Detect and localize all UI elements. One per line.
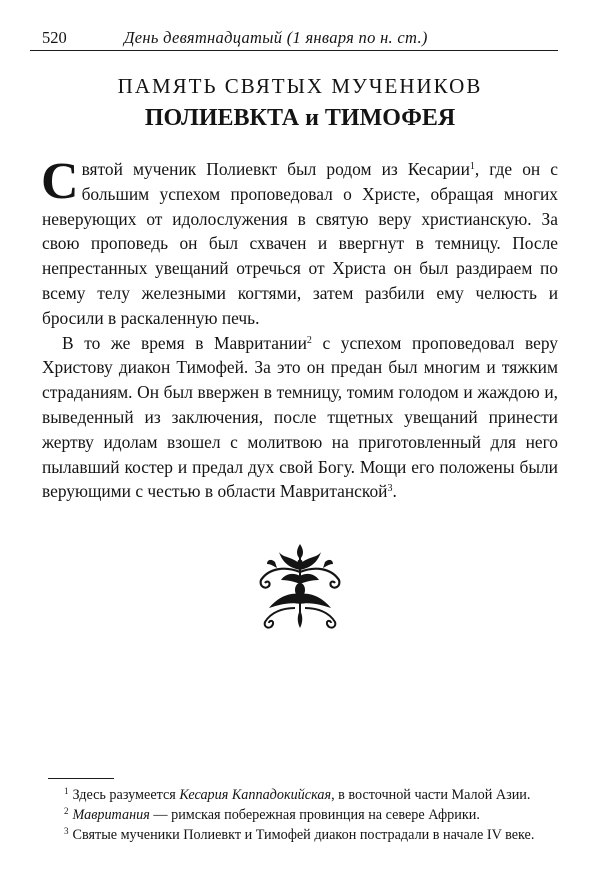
- header-rule: [30, 50, 558, 51]
- body-text: [41, 153, 558, 504]
- footnote-ref-2: 2: [306, 334, 312, 346]
- running-title: День девятнадцатый (1 января по н. ст.): [124, 28, 428, 47]
- chapter-title-line2: ПОЛИЕВКТА и ТИМОФЕЯ: [144, 105, 456, 131]
- paragraph-polyeuctus: [41, 153, 558, 331]
- footnotes: [48, 785, 562, 845]
- paragraph-text: вятой мученик Полиевкт был родом из Кесарии: [81, 159, 470, 179]
- footnote-1: $^1$ Здесь разумеется Кесария Каппадокийская, в восточной части Малой Азии.: [64, 786, 531, 803]
- floral-vignette-icon: [255, 542, 345, 630]
- footnote-3: $^3$ Святые мученики Полиевкт и Тимофей диакон пострадали в начале IV веке.: [64, 826, 535, 843]
- paragraph-text: , где он с большим успехом проповедовал о Христе, обращая многих неверующих от идолослужения в святую веру христианскую. За свою проповедь он был схвачен и ввергнут в темницу. После непрестанных увещаний отречься от Христа он был раздираем по всему телу железными когтями, затем разбили ему челюсть и бросили в раскаленную печь.: [42, 159, 558, 328]
- paragraph-text: В то же время в Мавритании: [62, 332, 307, 353]
- paragraph-text: .: [392, 481, 397, 502]
- drop-cap: С: [41, 153, 79, 210]
- footnote-rule: [48, 778, 114, 779]
- footnote-ref-3: 3: [387, 483, 393, 495]
- footnote-ref-1: 1: [469, 161, 475, 172]
- page-number: 520: [42, 28, 67, 47]
- footnote-2: $^2$ Мавритания — римская побережная провинция на севере Африки.: [64, 806, 480, 823]
- paragraph-timothy: [42, 331, 558, 505]
- chapter-title-line1: ПАМЯТЬ СВЯТЫХ МУЧЕНИКОВ: [117, 74, 483, 98]
- paragraph-text: с успехом проповедовал веру Христову диакон Тимофей. За это он предан был многим и тяжким страданиям. Он был ввержен в темницу, томим голодом и жаждою и, выведенный из заключения, после тщетных увещаний принести жертву идолам взошел с молитвою на приготовленный для него пылавший костер и предал дух свой Богу. Мощи его положены были верующими с честью в области Мавританской: [42, 332, 558, 502]
